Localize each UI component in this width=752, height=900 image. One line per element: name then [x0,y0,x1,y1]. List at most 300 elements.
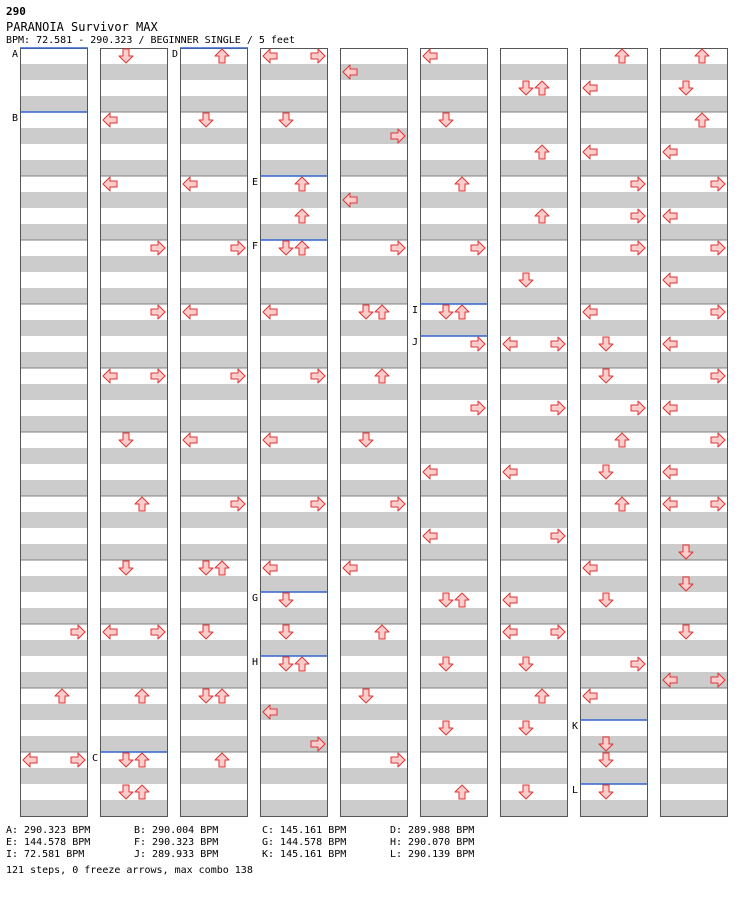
beat-band [100,800,168,816]
beat-band [500,320,568,336]
beat-band [340,448,408,464]
beat-band [180,640,248,656]
beat-band [260,352,328,368]
step-arrow-up [455,785,469,799]
beat-band [20,512,88,528]
step-arrow-right [71,753,85,767]
step-arrow-right [311,369,325,383]
step-arrow-up [215,49,229,63]
beat-band [420,64,488,80]
step-arrow-right [471,337,485,351]
bpm-legend-entry: G: 144.578 BPM [262,837,347,848]
beat-band [580,736,648,752]
beat-band [20,352,88,368]
beat-band [100,288,168,304]
step-arrow-left [23,753,37,767]
beat-band [500,352,568,368]
beat-band [100,544,168,560]
bpm-change-label: H [251,657,258,668]
beat-band [660,512,728,528]
step-arrow-up [135,689,149,703]
step-arrow-up [55,689,69,703]
beat-band [580,288,648,304]
step-arrow-right [631,401,645,415]
step-arrow-left [663,273,677,287]
beat-band [660,800,728,816]
beat-band [500,96,568,112]
beat-band [180,192,248,208]
beat-band [420,704,488,720]
beat-band [340,96,408,112]
beat-band [180,224,248,240]
beat-band [580,448,648,464]
step-arrow-right [471,241,485,255]
beat-band [180,384,248,400]
beat-band [20,160,88,176]
beat-band [180,288,248,304]
beat-band [20,192,88,208]
beat-band [660,384,728,400]
beat-band [100,672,168,688]
beat-band [100,352,168,368]
beat-band [500,800,568,816]
bpm-change-label: A [11,49,18,60]
beat-band [580,384,648,400]
beat-band [500,736,568,752]
step-arrow-up [375,369,389,383]
step-arrow-right [551,625,565,639]
step-arrow-up [455,177,469,191]
beat-band [260,320,328,336]
beat-band [340,544,408,560]
beat-band [660,320,728,336]
beat-band [500,704,568,720]
step-arrow-down [519,81,533,95]
beat-band [340,640,408,656]
step-arrow-left [583,305,597,319]
step-arrow-up [295,241,309,255]
beat-band [420,768,488,784]
step-arrow-left [503,337,517,351]
step-arrow-down [199,113,213,127]
bpm-change-label: B [11,113,18,124]
bpm-change-label: C [91,753,98,764]
beat-band [20,96,88,112]
beat-band [420,448,488,464]
step-arrow-up [535,689,549,703]
bpm-legend-entry: K: 145.161 BPM [262,849,347,860]
beat-band [260,608,328,624]
beat-band [100,608,168,624]
beat-band [500,224,568,240]
beat-band [340,704,408,720]
bpm-legend-entry: J: 289.933 BPM [134,849,219,860]
step-arrow-down [279,241,293,255]
beat-band [420,160,488,176]
step-arrow-right [151,241,165,255]
beat-band [20,384,88,400]
step-arrow-up [375,625,389,639]
beat-band [260,224,328,240]
beat-band [580,320,648,336]
step-arrow-right [711,433,725,447]
beat-band [100,448,168,464]
beat-band [660,160,728,176]
step-arrow-down [199,689,213,703]
step-arrow-up [535,81,549,95]
beat-band [500,480,568,496]
step-arrow-down [519,785,533,799]
step-arrow-down [279,113,293,127]
beat-band [100,256,168,272]
beat-band [660,96,728,112]
step-arrow-right [71,625,85,639]
beat-band [660,256,728,272]
step-arrow-left [103,113,117,127]
beat-band [340,160,408,176]
bpm-legend-entry: H: 290.070 BPM [390,837,475,848]
beat-band [500,160,568,176]
step-arrow-left [423,529,437,543]
beat-band [580,128,648,144]
beat-band [180,800,248,816]
beat-band [500,608,568,624]
beat-band [180,768,248,784]
beat-band [180,608,248,624]
beat-band [260,96,328,112]
beat-band [340,672,408,688]
bpm-legend-entry: D: 289.988 BPM [390,825,475,836]
beat-band [340,608,408,624]
step-arrow-left [503,625,517,639]
step-arrow-left [103,369,117,383]
step-arrow-left [583,689,597,703]
bpm-change-label: F [251,241,258,252]
step-arrow-up [455,593,469,607]
step-arrow-left [423,49,437,63]
beat-band [180,256,248,272]
step-arrow-up [135,785,149,799]
step-arrow-left [583,81,597,95]
step-arrow-down [119,49,133,63]
step-arrow-up [135,497,149,511]
beat-band [500,192,568,208]
bpm-legend-entry: F: 290.323 BPM [134,837,219,848]
step-arrow-left [663,337,677,351]
beat-band [100,128,168,144]
step-arrow-up [615,433,629,447]
beat-band [580,608,648,624]
beat-band [180,704,248,720]
beat-band [260,640,328,656]
step-arrow-up [375,305,389,319]
beat-band [660,64,728,80]
step-arrow-down [599,785,613,799]
step-arrow-left [423,465,437,479]
step-arrow-left [183,433,197,447]
step-arrow-left [663,145,677,159]
beat-band [420,512,488,528]
beat-band [20,736,88,752]
step-arrow-up [455,305,469,319]
beat-band [100,320,168,336]
beat-band [260,160,328,176]
beat-band [340,736,408,752]
beat-band [580,640,648,656]
step-arrow-right [551,337,565,351]
step-arrow-down [519,273,533,287]
beat-band [660,448,728,464]
beat-band [100,576,168,592]
beat-band [340,384,408,400]
beat-band [260,256,328,272]
step-arrow-up [615,497,629,511]
bpm-legend-entry: L: 290.139 BPM [390,849,475,860]
step-arrow-left [663,401,677,415]
step-arrow-up [215,561,229,575]
beat-band [20,544,88,560]
step-arrow-down [599,465,613,479]
beat-band [180,160,248,176]
beat-band [260,768,328,784]
beat-band [580,544,648,560]
step-arrow-up [695,49,709,63]
bpm-change-label: E [251,177,258,188]
step-arrow-right [151,369,165,383]
beat-band [180,64,248,80]
beat-band [20,608,88,624]
beat-band [660,608,728,624]
step-arrow-right [471,401,485,415]
beat-band [20,704,88,720]
step-arrow-up [695,113,709,127]
step-arrow-right [631,241,645,255]
step-arrow-down [279,593,293,607]
beat-band [580,768,648,784]
step-arrow-left [503,465,517,479]
step-arrow-left [263,433,277,447]
step-arrow-right [151,305,165,319]
beat-band [180,544,248,560]
bpm-legend-entry: C: 145.161 BPM [262,825,347,836]
beat-band [340,512,408,528]
beat-band [20,256,88,272]
beat-band [420,576,488,592]
step-arrow-down [119,753,133,767]
step-arrow-left [663,497,677,511]
beat-band [100,640,168,656]
beat-band [20,128,88,144]
beat-band [180,512,248,528]
beat-band [660,128,728,144]
step-arrow-down [519,721,533,735]
beat-band [340,576,408,592]
beat-band [580,672,648,688]
step-arrow-right [631,177,645,191]
step-arrow-up [215,689,229,703]
step-arrow-down [359,689,373,703]
beat-band [420,608,488,624]
step-arrow-left [583,561,597,575]
bpm-change-label: D [171,49,178,60]
bpm-change-label: K [571,721,578,732]
beat-band [180,448,248,464]
step-arrow-right [391,753,405,767]
beat-band [340,288,408,304]
step-arrow-up [295,209,309,223]
beat-band [20,480,88,496]
beat-band [100,480,168,496]
beat-band [660,704,728,720]
step-arrow-down [359,305,373,319]
beat-band [500,288,568,304]
beat-band [500,256,568,272]
step-arrow-down [439,113,453,127]
beat-band [180,480,248,496]
beat-band [420,320,488,336]
beat-band [580,800,648,816]
step-arrow-down [279,657,293,671]
step-arrow-down [119,785,133,799]
step-summary: 121 steps, 0 freeze arrows, max combo 138 [6,865,253,876]
beat-band [20,288,88,304]
step-arrow-up [135,753,149,767]
song-number: 290 [6,5,26,18]
step-arrow-right [311,497,325,511]
step-arrow-left [663,209,677,223]
step-arrow-right [711,497,725,511]
bpm-legend-entry: I: 72.581 BPM [6,849,85,860]
beat-band [340,320,408,336]
beat-band [340,416,408,432]
bpm-change-label: G [251,593,258,604]
beat-band [20,416,88,432]
beat-band [180,320,248,336]
bpm-change-label: L [571,785,578,796]
beat-band [420,800,488,816]
beat-band [420,192,488,208]
beat-band [20,224,88,240]
beat-band [20,576,88,592]
beat-band [580,704,648,720]
beat-band [420,384,488,400]
step-arrow-right [391,241,405,255]
step-arrow-down [199,561,213,575]
beat-band [180,96,248,112]
beat-band [500,448,568,464]
beat-band [500,544,568,560]
beat-band [660,576,728,592]
step-arrow-up [295,177,309,191]
beat-band [420,480,488,496]
step-arrow-down [679,625,693,639]
step-arrow-down [599,369,613,383]
step-arrow-right [231,241,245,255]
beat-band [260,128,328,144]
beat-band [660,224,728,240]
beat-band [180,576,248,592]
beat-band [180,416,248,432]
beat-band [660,736,728,752]
step-arrow-right [231,497,245,511]
beat-band [100,96,168,112]
step-arrow-down [359,433,373,447]
beat-band [260,416,328,432]
step-arrow-right [631,657,645,671]
step-arrow-down [599,337,613,351]
step-arrow-down [439,721,453,735]
beat-band [660,544,728,560]
song-title: PARANOIA Survivor MAX [6,20,158,34]
beat-band [660,192,728,208]
step-arrow-up [615,49,629,63]
beat-band [260,576,328,592]
beat-band [660,416,728,432]
beat-band [260,800,328,816]
beat-band [420,256,488,272]
beat-band [260,480,328,496]
step-arrow-right [631,209,645,223]
beat-band [420,672,488,688]
beat-band [660,768,728,784]
step-arrow-left [503,593,517,607]
beat-band [20,64,88,80]
beat-band [420,96,488,112]
beat-band [420,128,488,144]
beat-band [260,672,328,688]
step-arrow-down [439,657,453,671]
step-arrow-down [599,753,613,767]
beat-band [100,736,168,752]
beat-band [20,800,88,816]
beat-band [420,736,488,752]
beat-band [500,416,568,432]
beat-band [260,512,328,528]
beat-band [180,736,248,752]
step-arrow-right [711,241,725,255]
beat-band [180,352,248,368]
beat-band [500,672,568,688]
beat-band [580,96,648,112]
beat-band [260,384,328,400]
step-arrow-right [151,625,165,639]
beat-band [500,384,568,400]
step-arrow-left [583,145,597,159]
step-arrow-up [215,753,229,767]
beat-band [260,64,328,80]
step-arrow-right [311,49,325,63]
beat-band [20,320,88,336]
bpm-legend-entry: A: 290.323 BPM [6,825,91,836]
beat-band [500,640,568,656]
step-arrow-down [279,625,293,639]
beat-band [100,416,168,432]
step-arrow-right [551,401,565,415]
step-arrow-left [103,177,117,191]
beat-band [580,352,648,368]
beat-band [420,224,488,240]
step-arrow-down [119,433,133,447]
beat-band [500,768,568,784]
beat-band [260,192,328,208]
step-arrow-right [711,369,725,383]
beat-band [500,64,568,80]
beat-band [260,448,328,464]
beat-band [660,352,728,368]
bpm-legend-entry: E: 144.578 BPM [6,837,91,848]
step-arrow-left [663,465,677,479]
beat-band [660,288,728,304]
